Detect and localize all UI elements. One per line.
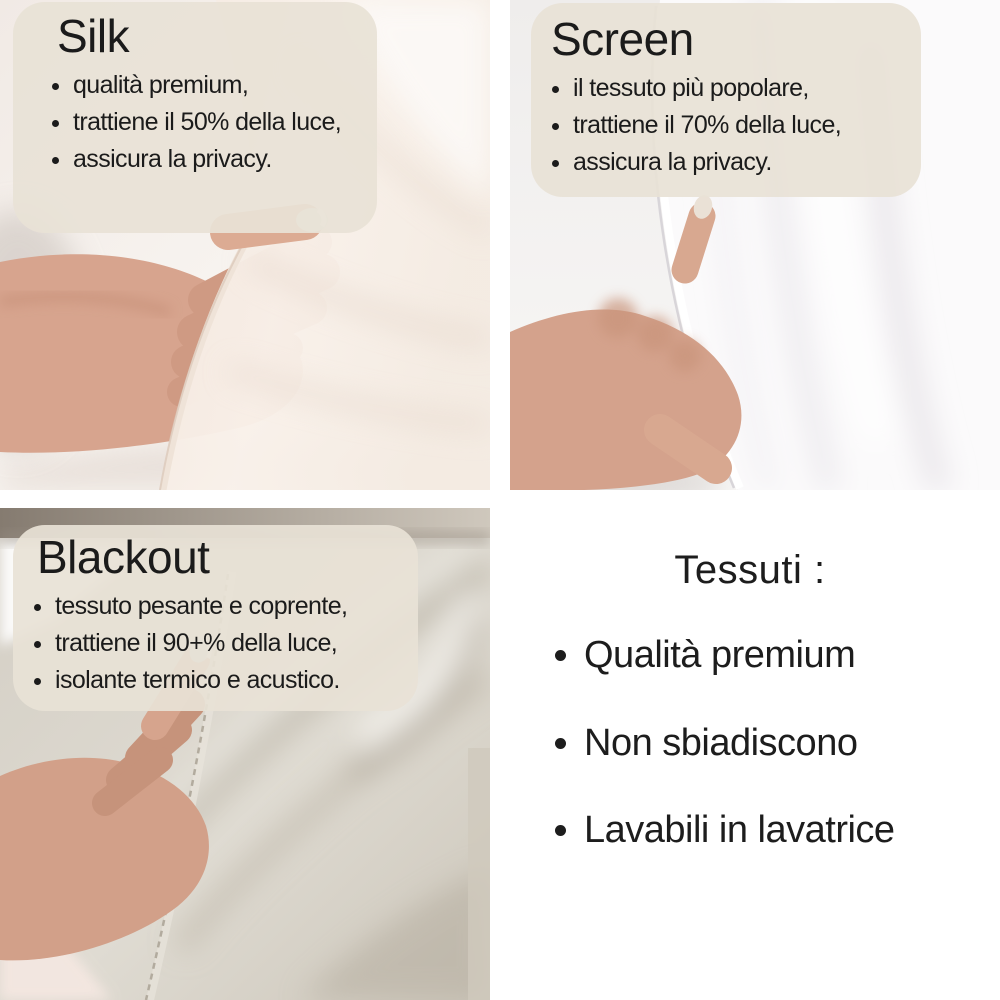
thumb (685, 216, 702, 270)
feature-item: • assicura la privacy. (73, 141, 369, 178)
feature-item: • qualità premium, (73, 67, 369, 104)
blackout-info-card (13, 525, 418, 711)
silk-photo-panel (0, 0, 490, 490)
summary-feature-list (510, 633, 990, 854)
screen-card-title: Screen (551, 13, 694, 65)
feature-item: • assicura la privacy. (573, 144, 915, 181)
silk-feature-list (43, 67, 369, 178)
blackout-card-title: Blackout (37, 531, 210, 583)
feature-item: • trattiene il 90+% della luce, (55, 625, 412, 662)
blackout-feature-list (25, 588, 412, 699)
feature-item: • trattiene il 70% della luce, (573, 107, 915, 144)
screen-photo-panel (510, 0, 1000, 490)
blackout-photo-panel (0, 508, 490, 1000)
screen-info-card (531, 3, 921, 197)
screen-feature-list (543, 70, 915, 181)
feature-item: • isolante termico e acustico. (55, 662, 412, 699)
feature-item: • tessuto pesante e coprente, (55, 588, 412, 625)
silk-info-card (13, 2, 377, 233)
summary-title: Tessuti : (674, 548, 826, 592)
summary-item: • Qualità premium (584, 633, 990, 679)
feature-item: • il tessuto più popolare, (573, 70, 915, 107)
silk-card-title: Silk (57, 10, 130, 62)
fabrics-summary-panel (510, 508, 1000, 1000)
feature-item: • trattiene il 50% della luce, (73, 104, 369, 141)
summary-item: • Non sbiadiscono (584, 721, 990, 767)
summary-item: • Lavabili in lavatrice (584, 808, 990, 854)
